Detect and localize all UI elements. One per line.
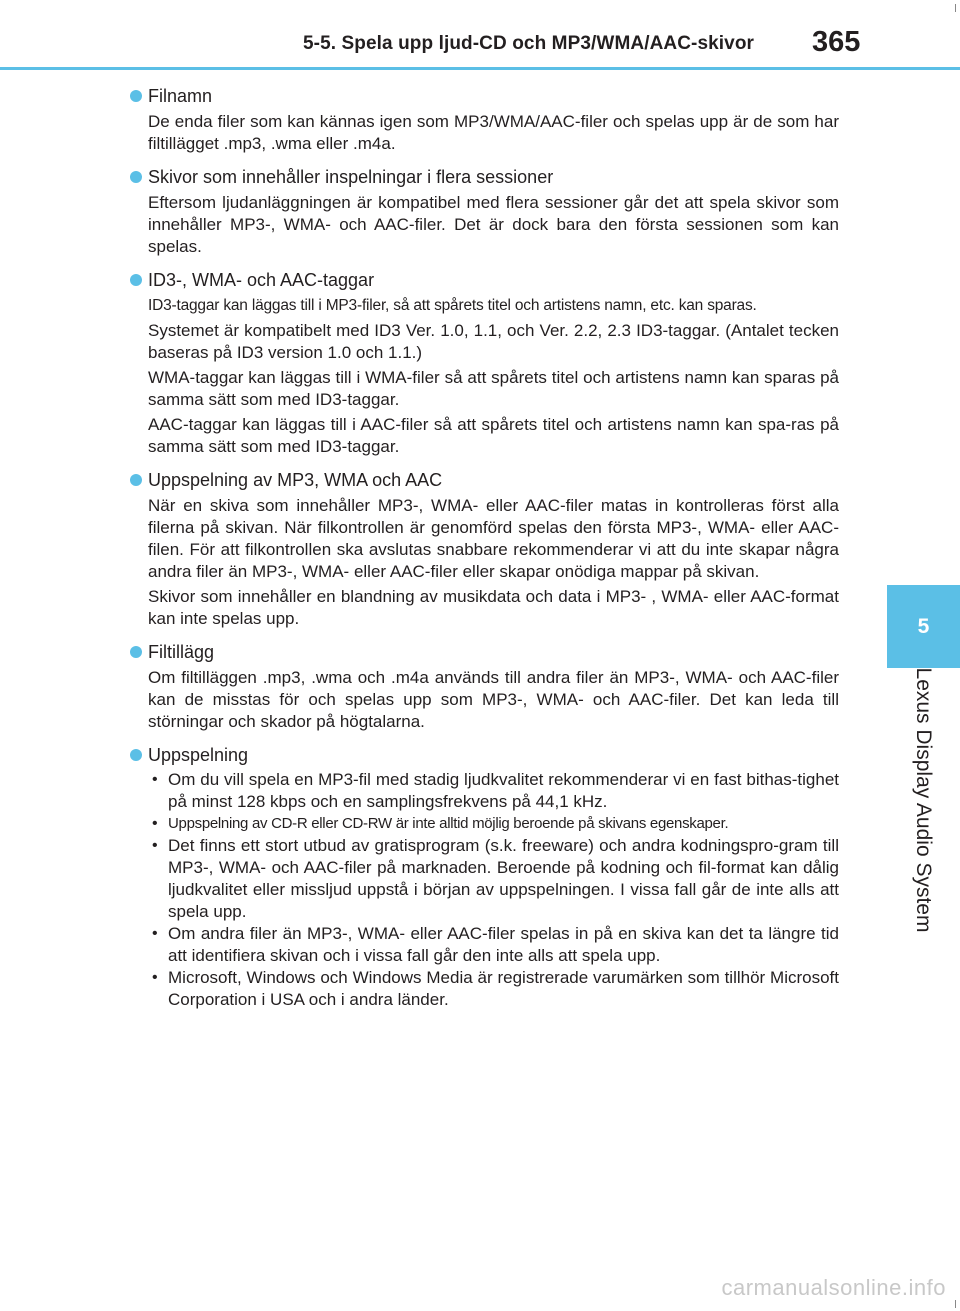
heading-text: ID3-, WMA- och AAC-taggar: [148, 270, 375, 290]
list-bullet: •: [152, 771, 158, 788]
paragraph: Om filtilläggen .mp3, .wma och .m4a används till andra filer än MP3-, WMA- och AAC-filer kan de misstas för och spelas upp som MP3-, WMA- och AAC-filer. Det kan leda till störningar och skador på högtalarna.: [148, 668, 839, 731]
bullet-icon: [130, 646, 142, 658]
section-heading: [130, 468, 839, 492]
section-heading: [130, 743, 839, 767]
crop-mark: [955, 1300, 956, 1308]
section-heading: [130, 84, 839, 108]
section-title: 5-5. Spela upp ljud-CD och MP3/WMA/AAC-skivor: [303, 33, 755, 54]
paragraph: När en skiva som innehåller MP3-, WMA- eller AAC-filer matas in kontrolleras först alla filerna på skivan. När filkontrollen är genomförd spelas den första MP3-, WMA- eller AAC-filen. För att filkontrollen ska avslutas snabbare rekommenderar vi att du inte skapar några andra filer än MP3-, WMA- eller AAC-filer eller skapar onödiga mappar på skivan.: [148, 496, 839, 581]
chapter-title: Lexus Display Audio System: [912, 667, 935, 933]
section-tags: [130, 268, 839, 458]
page-content: [130, 82, 839, 1011]
heading-text: Uppspelning av MP3, WMA och AAC: [148, 470, 443, 490]
list-item: • Uppspelning av CD-R eller CD-RW är inte alltid möjlig beroende på skivans egenskaper.: [148, 813, 839, 835]
paragraph: Systemet är kompatibelt med ID3 Ver. 1.0, 1.1, och Ver. 2.2, 2.3 ID3-taggar. (Antalet tecken baseras på ID3 version 1.0 och 1.1.): [148, 321, 839, 362]
page-header: [0, 0, 960, 68]
section-heading: [130, 268, 839, 292]
list-item: • Om du vill spela en MP3-fil med stadig ljudkvalitet rekommenderar vi en fast bithas-tighet på minst 128 kbps och en samplingsfrekvens på 44,1 kHz.: [152, 770, 839, 811]
section-heading: [130, 640, 839, 664]
heading-text: Skivor som innehåller inspelningar i flera sessioner: [148, 167, 554, 187]
section-multisession: [130, 165, 839, 258]
paragraph: ID3-taggar kan läggas till i MP3-filer, så att spårets titel och artistens namn, etc. kan sparas.: [148, 297, 757, 314]
section-extensions: [130, 640, 839, 733]
bullet-icon: [130, 171, 142, 183]
bullet-icon: [130, 749, 142, 761]
section-heading: [130, 165, 839, 189]
heading-text: Filtillägg: [148, 642, 215, 662]
heading-text: Filnamn: [148, 86, 213, 106]
watermark: carmanualsonline.info: [721, 1275, 946, 1300]
list-bullet: •: [152, 925, 158, 942]
section-filnamn: [130, 84, 839, 155]
paragraph: Skivor som innehåller en blandning av musikdata och data i MP3- , WMA- eller AAC-format kan inte spelas upp.: [148, 587, 839, 628]
header-rule: [0, 67, 960, 70]
paragraph: WMA-taggar kan läggas till i WMA-filer så att spårets titel och artistens namn kan sparas på samma sätt som med ID3-taggar.: [148, 368, 839, 409]
list-bullet: •: [152, 837, 158, 854]
list-bullet: •: [152, 969, 158, 986]
list-item: • Microsoft, Windows och Windows Media är registrerade varumärken som tillhör Microsoft Corporation i USA och i andra länder.: [152, 968, 839, 1009]
bullet-icon: [130, 274, 142, 286]
bullet-list: [130, 769, 839, 1011]
list-bullet: •: [152, 815, 158, 832]
paragraph: Eftersom ljudanläggningen är kompatibel med flera sessioner går det att spela skivor som innehåller MP3-, WMA- och AAC-filer. Det är dock bara den första sessionen som kan spelas.: [148, 193, 839, 256]
paragraph: De enda filer som kan kännas igen som MP3/WMA/AAC-filer och spelas upp är de som har filtillägget .mp3, .wma eller .m4a.: [148, 112, 839, 153]
crop-mark: [955, 4, 956, 12]
chapter-tab: 5: [887, 585, 960, 668]
paragraph: AAC-taggar kan läggas till i AAC-filer så att spårets titel och artistens namn kan spa-ras på samma sätt som med ID3-taggar.: [148, 415, 839, 456]
bullet-icon: [130, 474, 142, 486]
bullet-icon: [130, 90, 142, 102]
list-item: • Om andra filer än MP3-, WMA- eller AAC-filer spelas in på en skiva kan det ta längre tid att identifiera skivan och i vissa fall går den inte alls att spela upp.: [152, 924, 839, 965]
heading-text: Uppspelning: [148, 745, 249, 765]
section-playback: [130, 743, 839, 1011]
section-playback-formats: [130, 468, 839, 630]
page-number: 365: [812, 26, 861, 58]
list-item: • Det finns ett stort utbud av gratisprogram (s.k. freeware) och andra kodningspro-gram till MP3-, WMA- och AAC-filer på marknaden. Beroende på kodning och fil-format kan dålig ljudkvalitet eller missljud uppstå i början av uppspelningen. I vissa fall går de inte alls att spela upp.: [152, 836, 839, 921]
